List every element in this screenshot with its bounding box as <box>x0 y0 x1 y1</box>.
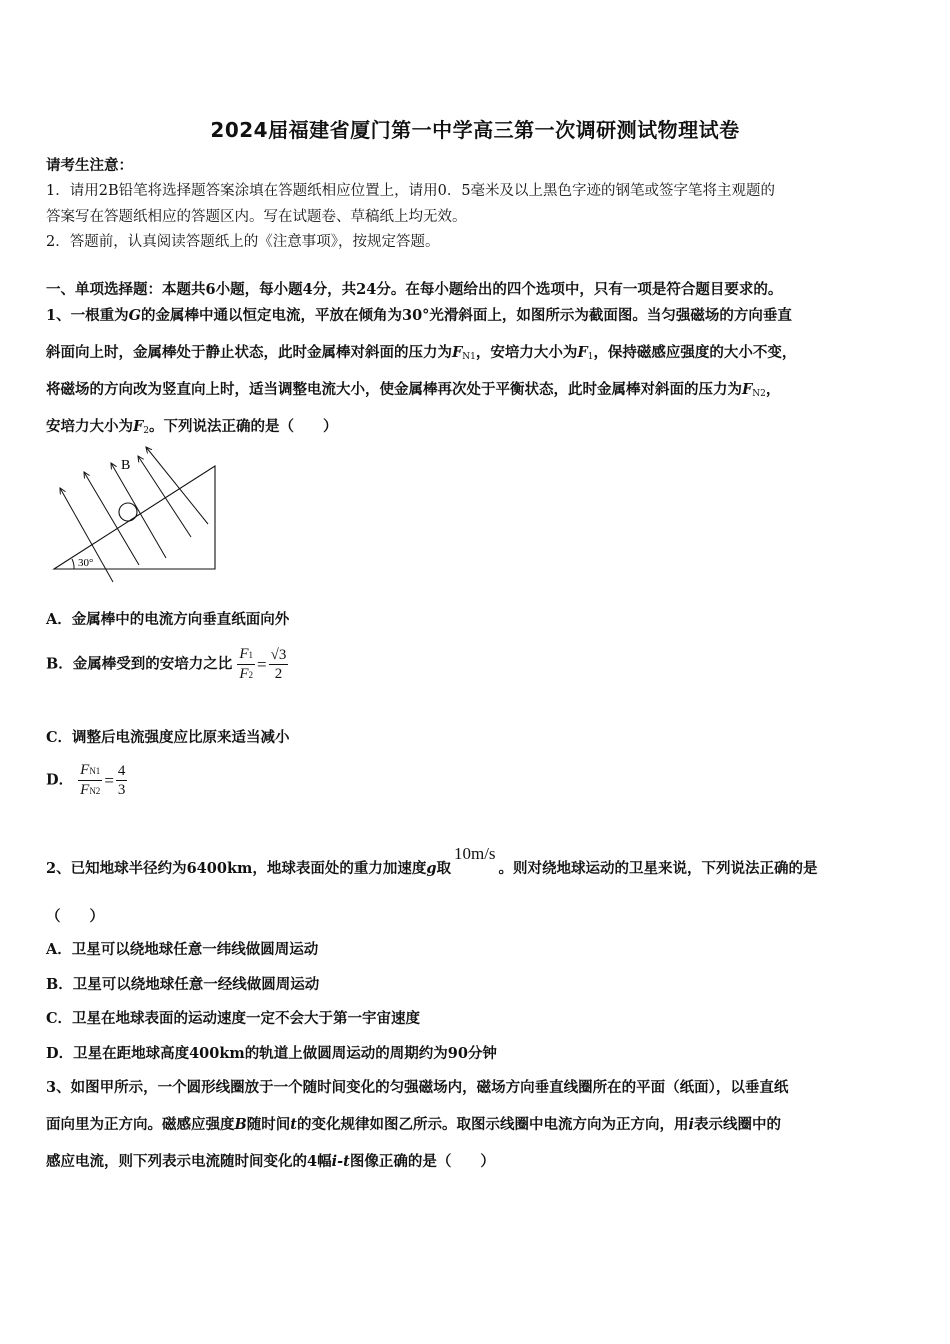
section-heading: 一、单项选择题：本题共6小题，每小题4分，共24分。在每小题给出的四个选项中，只有一项是符合题目要求的。 <box>46 281 783 298</box>
q1-option-d-value: $\frac{4}{3}$ <box>117 763 126 798</box>
q1-option-b: B．金属棒受到的安培力之比 $\frac{F1}{F2}$ = $\frac{√3}{2}$ <box>46 646 287 682</box>
field-arrow <box>84 472 139 565</box>
q3-line-2: 面向里为正方向。磁感应强度B随时间t的变化规律如图乙所示。取图示线圈中电流方向为正方向，用i表示线圈中的 <box>46 1116 781 1133</box>
q3-line-3: 感应电流，则下列表示电流随时间变化的4幅i-t图像正确的是（ ） <box>46 1153 495 1170</box>
q3-line-1: 3、如图甲所示，一个圆形线圈放于一个随时间变化的匀强磁场内，磁场方向垂直线圈所在的平面（纸面），以垂直纸 <box>46 1079 789 1096</box>
angle-arc <box>72 559 74 569</box>
gravity-unit: 10m/s <box>453 844 496 863</box>
q1-option-a: A．金属棒中的电流方向垂直纸面向外 <box>46 611 290 628</box>
q2-option-b: B．卫星可以绕地球任意一经线做圆周运动 <box>46 976 320 993</box>
q1-option-d: D． $\frac{FN1}{FN2}$ = $\frac{4}{3}$ <box>46 762 126 798</box>
metal-rod <box>119 503 137 521</box>
q1-line-2: 斜面向上时，金属棒处于静止状态，此时金属棒对斜面的压力为$F_{N1}$，安培力大小为$F_1$，保持磁感应强度的大小不变， <box>46 344 797 362</box>
field-arrow <box>146 447 208 524</box>
q1-option-d-ratio: $\frac{FN1}{FN2}$ <box>80 762 101 798</box>
q1-option-b-ratio: $\frac{F1}{F2}$ <box>239 646 253 682</box>
notice-line-1: 1．请用2B铅笔将选择题答案涂填在答题纸相应位置上，请用0．5毫米及以上黑色字迹的钢笔或签字笔将主观题的 <box>46 183 776 199</box>
q1-option-c: C．调整后电流强度应比原来适当减小 <box>46 729 290 746</box>
q1-line-4: 安培力大小为$F_2$。下列说法正确的是（ ） <box>46 418 338 436</box>
q2-line-2: （ ） <box>46 908 104 925</box>
q2-line-1: 2、已知地球半径约为6400km，地球表面处的重力加速度g取10m/s。则对绕地球运动的卫星来说，下列说法正确的是 <box>46 844 818 877</box>
notice-heading: 请考生注意： <box>46 157 133 174</box>
q1-line-3: 将磁场的方向改为竖直向上时，适当调整电流大小，使金属棒再次处于平衡状态，此时金属棒对斜面的压力为$F_{N2}$， <box>46 381 781 399</box>
label-b: B <box>121 458 131 473</box>
q2-option-a: A．卫星可以绕地球任意一纬线做圆周运动 <box>46 941 319 958</box>
q1-line-1: 1、一根重为G的金属棒中通以恒定电流，平放在倾角为30°光滑斜面上，如图所示为截面图。当匀强磁场的方向垂直 <box>46 307 792 324</box>
notice-line-3: 2．答题前，认真阅读答题纸上的《注意事项》，按规定答题。 <box>46 234 440 250</box>
notice-line-2: 答案写在答题纸相应的答题区内。写在试题卷、草稿纸上均无效。 <box>46 209 467 225</box>
field-arrow <box>138 456 191 537</box>
incline-figure <box>48 440 223 585</box>
label-angle: 30° <box>78 557 94 569</box>
q2-option-d: D．卫星在距地球高度400km的轨道上做圆周运动的周期约为90分钟 <box>46 1045 497 1062</box>
page-title: 2024届福建省厦门第一中学高三第一次调研测试物理试卷 <box>210 118 740 142</box>
q1-option-b-value: $\frac{√3}{2}$ <box>270 647 287 682</box>
q2-option-c: C．卫星在地球表面的运动速度一定不会大于第一宇宙速度 <box>46 1010 421 1027</box>
